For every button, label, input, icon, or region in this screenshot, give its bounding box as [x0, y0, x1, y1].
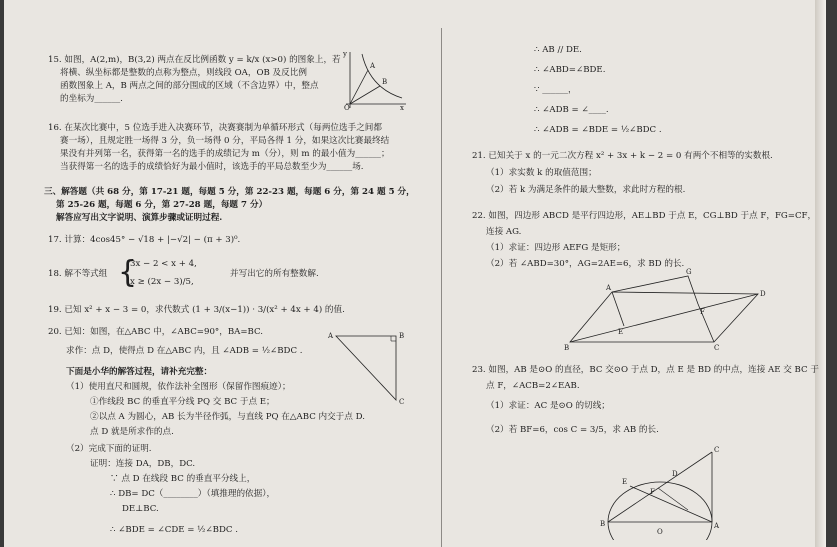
figure-22-parallelogram — [562, 266, 772, 352]
question-20 — [48, 326, 302, 358]
proof-line: ∵ ______， — [534, 85, 577, 95]
q20-step: （2）完成下面的证明. — [66, 444, 152, 454]
proof-line: ∴ ∠ADB = ∠BDE = ½∠BDC . — [534, 125, 662, 135]
q22-line: 22. 如图，四边形 ABCD 是平行四边形，AE⊥BD 于点 E，CG⊥BD 于点 F，FG=CF， — [472, 211, 817, 221]
fig15-label-o: O — [344, 104, 350, 110]
question-23 — [472, 362, 819, 438]
fig23-label-f: F — [650, 488, 655, 496]
question-22 — [472, 208, 816, 272]
fig23-label-e: E — [622, 478, 628, 486]
q20-step: 证明：连接 DA，DB，DC. — [90, 459, 196, 469]
fig23-label-d: D — [672, 470, 678, 478]
q18-instruction: 并写出它的所有整数解. — [230, 269, 319, 279]
left-column — [4, 0, 441, 547]
q15-line: 15. 如图，A(2,m)，B(3,2) 两点在反比例函数 y = k/x (x>0) 的图象上，若 — [48, 55, 341, 65]
fig22-label-g: G — [686, 268, 692, 276]
question-17: 17. 计算：4cos45° − √18 + |−√2| − (π + 3)⁰. — [48, 235, 241, 245]
q21-line: （2）若 k 为满足条件的最大整数，求此时方程的根. — [486, 185, 686, 195]
section3-line: 三、解答题（共 68 分，第 17-21 题，每题 5 分，第 22-23 题，每题 6 分，第 24 题 5 分， — [44, 187, 415, 197]
fig22-label-c: C — [714, 344, 720, 352]
q20-step: 点 D 就是所求作的点. — [90, 427, 174, 437]
q20-step: （1）使用直尺和圆规，依作法补全图形（保留作图痕迹）； — [66, 382, 291, 392]
q20-step: ∵ 点 D 在线段 BC 的垂直平分线上， — [110, 474, 256, 484]
fig15-label-a: A — [370, 62, 376, 70]
fig22-label-b: B — [564, 344, 570, 352]
q22-line: （2）若 ∠ABD=30°，AG=2AE=6，求 BD 的长. — [486, 259, 685, 269]
fig22-label-a: A — [606, 284, 612, 292]
q18-inequality-2: x ≥ (2x − 3)/5, — [130, 277, 194, 287]
q20-step: ∴ ∠BDE = ∠CDE = ½∠BDC . — [110, 525, 238, 535]
q20-solution-steps — [66, 380, 365, 538]
q15-line: 函数图象上 A，B 两点之间的部分围成的区域（不含边界）中，整点 — [60, 81, 319, 91]
fig20-label-b: B — [399, 332, 405, 340]
question-15 — [48, 54, 341, 106]
fig22-label-f: F — [700, 308, 705, 316]
q16-line: 果没有并列第一名，获得第一名的选手的成绩记为 m（分），则 m 的最小值为______； — [60, 149, 390, 159]
q20-line: 20. 已知：如图，在△ABC 中，∠ABC=90°，BA=BC. — [48, 327, 264, 337]
q23-line: 23. 如图，AB 是⊙O 的直径，BC 交⊙O 于点 D，点 E 是 BD 的中点，连接 AE 交 BC 于 — [472, 365, 819, 375]
q21-line: 21. 已知关于 x 的一元二次方程 x² + 3x + k − 2 = 0 有两个不相等的实数根. — [472, 151, 773, 161]
q23-line: 点 F，∠ACB=2∠EAB. — [486, 381, 580, 391]
q16-line: 当获得第一名的选手的成绩恰好为最小值时，该选手的平局总数至少为______场. — [60, 162, 364, 172]
fig22-label-e: E — [618, 328, 624, 336]
exam-page — [4, 0, 826, 547]
q20-step: DE⊥BC. — [122, 504, 159, 514]
q21-line: （1）求实数 k 的取值范围； — [486, 168, 597, 178]
figure-23-circle — [600, 440, 730, 540]
q18-inequality-1: 3x − 2 < x + 4, — [130, 259, 197, 269]
q22-line: 连接 AG. — [486, 227, 522, 237]
q20-step: ①作线段 BC 的垂直平分线 PQ 交 BC 于点 E； — [90, 397, 275, 407]
q20-proof-continued — [534, 40, 662, 140]
fig20-label-c: C — [399, 398, 405, 406]
fig22-label-d: D — [760, 290, 766, 298]
question-19: 19. 已知 x² + x − 3 = 0，求代数式 (1 + 3/(x−1)) · 3/(x² + 4x + 4) 的值. — [48, 305, 345, 315]
q16-line: 赛一场），且规定胜一场得 3 分，负一场得 0 分，平局各得 1 分，如果这次比赛最终结 — [60, 136, 390, 146]
q15-line: 将横、纵坐标都是整数的点称为整点，则线段 OA，OB 及反比例 — [60, 68, 307, 78]
proof-line: ∴ ∠ABD=∠BDE. — [534, 65, 606, 75]
fig23-label-a: A — [714, 522, 720, 530]
fig15-label-b: B — [382, 78, 388, 86]
fig20-label-a: A — [328, 332, 334, 340]
fig15-label-x: x — [400, 104, 404, 110]
section-3-header — [44, 186, 415, 225]
q20-step: ∴ DB= DC（________）（填推理的依据）， — [110, 489, 276, 499]
q20-solution-intro: 下面是小华的解答过程，请补充完整： — [66, 367, 213, 377]
section3-line: 解答应写出文字说明、演算步骤或证明过程. — [56, 213, 223, 223]
fig23-label-b: B — [600, 520, 606, 528]
q22-line: （1）求证：四边形 AEFG 是矩形； — [486, 243, 626, 253]
q23-line: （2）若 BF=6，cos C = 3/5，求 AB 的长. — [486, 425, 659, 435]
proof-line: ∴ AB // DE. — [534, 45, 582, 55]
question-21 — [472, 148, 773, 199]
fig23-label-o: O — [657, 528, 663, 536]
figure-15-graph — [340, 48, 410, 110]
proof-line: ∴ ∠ADB = ∠____. — [534, 105, 609, 115]
q18-intro: 18. 解不等式组 — [48, 269, 108, 279]
q20-step: ②以点 A 为圆心，AB 长为半径作弧，与直线 PQ 在△ABC 内交于点 D. — [90, 412, 365, 422]
q20-line: 求作：点 D，使得点 D 在△ABC 内，且 ∠ADB = ½∠BDC . — [66, 346, 303, 356]
q16-line: 16. 在某次比赛中，5 位选手进入决赛环节，决赛赛制为单循环形式（每两位选手之间都 — [48, 123, 382, 133]
fig23-label-c: C — [714, 446, 720, 454]
q15-line: 的坐标为______. — [60, 94, 123, 104]
fig15-label-y: y — [343, 50, 347, 58]
right-column — [442, 0, 826, 547]
q18-brace: { — [118, 255, 138, 290]
q23-line: （1）求证：AC 是⊙O 的切线； — [486, 401, 610, 411]
section3-line: 第 25-26 题，每题 6 分，第 27-28 题，每题 7 分） — [56, 200, 268, 210]
question-16 — [48, 122, 390, 174]
